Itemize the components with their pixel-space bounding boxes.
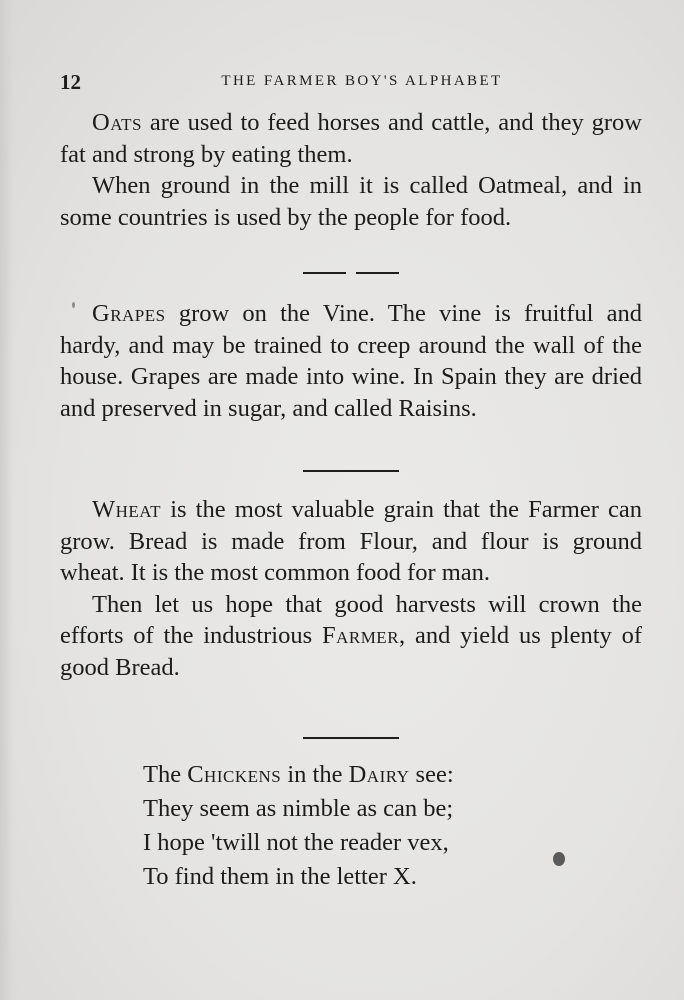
verse-line-3: I hope 'twill not the reader vex, bbox=[143, 829, 449, 856]
farmer-emphasis: Farmer bbox=[321, 622, 400, 649]
dairy-emphasis: Dairy bbox=[348, 761, 410, 788]
grapes-paragraph bbox=[60, 298, 642, 424]
grapes-section bbox=[60, 298, 642, 424]
wheat-paragraph-1-text: is the most valuable grain that the Farmer can grow. Bread is made from Flour, and flour is ground wheat. It is the most common food for man. bbox=[60, 496, 642, 586]
oats-paragraph-1 bbox=[60, 107, 642, 170]
running-title: THE FARMER BOY'S ALPHABET bbox=[221, 73, 503, 89]
grapes-lead-word: Grapes bbox=[92, 300, 166, 327]
ink-speck bbox=[72, 302, 75, 308]
verse-line-1 bbox=[143, 758, 603, 792]
oats-section bbox=[60, 107, 642, 233]
wheat-paragraph-2 bbox=[60, 589, 642, 684]
verse-line-1-part-e: see: bbox=[409, 761, 454, 788]
page-number: 12 bbox=[60, 70, 81, 94]
wheat-paragraph-2-text-a: Then let us hope that good harvests will crown the efforts of the industrious bbox=[60, 590, 642, 649]
oats-paragraph-2: When ground in the mill it is called Oatmeal, and in some countries is used by the people for food. bbox=[60, 172, 642, 231]
wheat-section bbox=[60, 494, 642, 683]
grapes-paragraph-text: grow on the Vine. The vine is fruitful and hardy, and may be trained to creep around the wall of the house. Grapes are made into wine. In Spain they are dried and preserved in sugar, and called Raisins. bbox=[60, 300, 642, 422]
verse-line-1-part-c: in the bbox=[281, 761, 349, 788]
verse-line-2: They seem as nimble as can be; bbox=[143, 795, 454, 822]
section-divider-1 bbox=[303, 272, 399, 274]
ink-spot bbox=[553, 852, 565, 866]
verse-stanza bbox=[143, 758, 603, 894]
oats-paragraph-1-text: are used to feed horses and cattle, and they grow fat and strong by eating them. bbox=[60, 109, 642, 168]
verse-line-4: To find them in the letter X. bbox=[143, 863, 417, 890]
page-edge-shadow bbox=[0, 0, 14, 1000]
wheat-paragraph-1 bbox=[60, 494, 642, 589]
verse-line-1-part-a: The bbox=[143, 761, 188, 788]
section-divider-2 bbox=[303, 470, 399, 472]
wheat-paragraph-2-text-b: , and yield us plenty of good Bread. bbox=[60, 622, 642, 681]
wheat-lead-word: Wheat bbox=[92, 496, 162, 523]
section-divider-3 bbox=[303, 737, 399, 739]
chickens-emphasis: Chickens bbox=[187, 761, 282, 788]
oats-lead-word: Oats bbox=[92, 109, 142, 136]
page-header bbox=[60, 70, 640, 96]
